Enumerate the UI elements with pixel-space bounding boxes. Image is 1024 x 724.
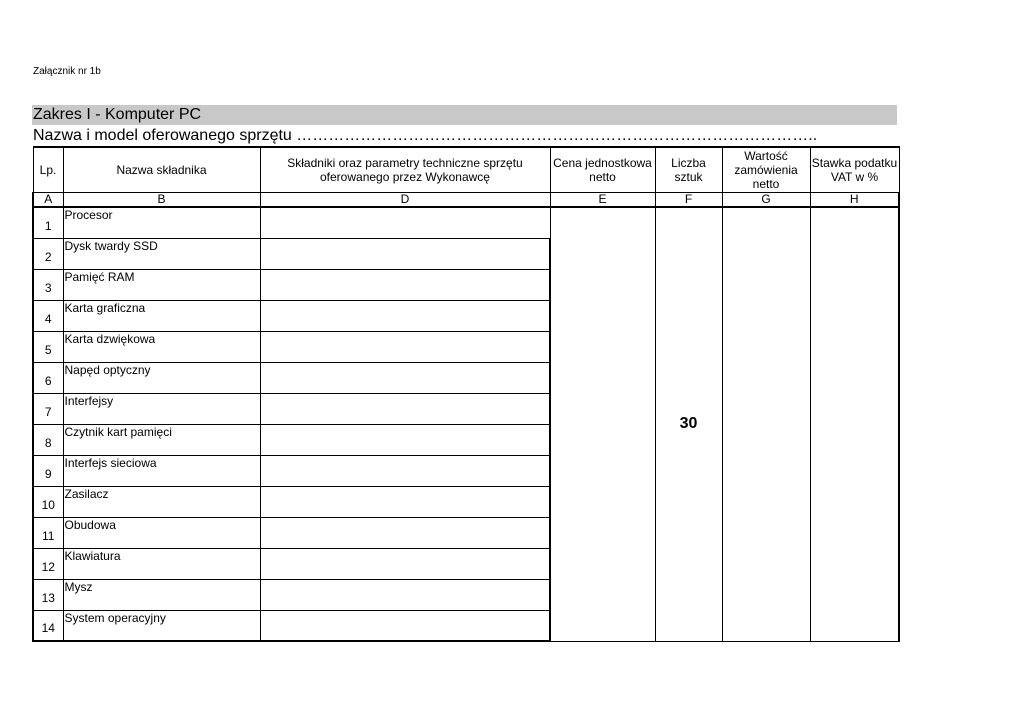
params-cell[interactable]	[260, 393, 550, 424]
params-cell[interactable]	[260, 362, 550, 393]
header-unit-price: Cena jednostkowa netto	[550, 147, 655, 192]
params-cell[interactable]	[260, 517, 550, 548]
params-cell[interactable]	[260, 579, 550, 610]
params-cell[interactable]	[260, 548, 550, 579]
params-cell[interactable]	[260, 486, 550, 517]
order-value-cell[interactable]	[722, 207, 810, 641]
table-row	[33, 207, 899, 238]
header-name: Nazwa składnika	[63, 147, 260, 192]
params-cell[interactable]	[260, 424, 550, 455]
row-number: 11	[33, 517, 63, 548]
component-name: Napęd optyczny	[63, 362, 260, 393]
row-number: 8	[33, 424, 63, 455]
component-name: Dysk twardy SSD	[63, 238, 260, 269]
column-letter-row	[33, 192, 899, 207]
vat-rate-cell[interactable]	[810, 207, 899, 641]
params-cell[interactable]	[260, 331, 550, 362]
params-cell[interactable]	[260, 207, 550, 238]
row-number: 9	[33, 455, 63, 486]
component-name: Czytnik kart pamięci	[63, 424, 260, 455]
column-letter: G	[722, 192, 810, 207]
header-params: Składniki oraz parametry techniczne sprzętu oferowanego przez Wykonawcę	[260, 147, 550, 192]
column-letter: F	[655, 192, 722, 207]
row-number: 10	[33, 486, 63, 517]
row-number: 13	[33, 579, 63, 610]
params-cell[interactable]	[260, 269, 550, 300]
component-name: Interfejs sieciowa	[63, 455, 260, 486]
params-cell[interactable]	[260, 610, 550, 641]
component-name: Pamięć RAM	[63, 269, 260, 300]
component-name: Mysz	[63, 579, 260, 610]
component-name: Obudowa	[63, 517, 260, 548]
header-row	[33, 147, 899, 192]
row-number: 6	[33, 362, 63, 393]
row-number: 4	[33, 300, 63, 331]
header-quantity: Liczba sztuk	[655, 147, 722, 192]
component-name: Klawiatura	[63, 548, 260, 579]
row-number: 1	[33, 207, 63, 238]
row-number: 14	[33, 610, 63, 641]
params-cell[interactable]	[260, 238, 550, 269]
table-body	[33, 207, 899, 641]
quantity-cell: 30	[655, 207, 722, 641]
row-number: 2	[33, 238, 63, 269]
header-vat-rate: Stawka podatku VAT w %	[810, 147, 899, 192]
section-title: Zakres I - Komputer PC	[32, 105, 897, 125]
params-cell[interactable]	[260, 455, 550, 486]
component-name: Procesor	[63, 207, 260, 238]
header-lp: Lp.	[33, 147, 63, 192]
component-name: Interfejsy	[63, 393, 260, 424]
model-name-line: Nazwa i model oferowanego sprzętu ……………………………………………………………………………………..	[33, 127, 818, 144]
component-name: Karta graficzna	[63, 300, 260, 331]
column-letter: B	[63, 192, 260, 207]
header-order-value: Wartość zamówienia netto	[722, 147, 810, 192]
column-letter: D	[260, 192, 550, 207]
column-letter: A	[33, 192, 63, 207]
params-cell[interactable]	[260, 300, 550, 331]
row-number: 3	[33, 269, 63, 300]
component-name: Zasilacz	[63, 486, 260, 517]
column-letter: H	[810, 192, 899, 207]
row-number: 7	[33, 393, 63, 424]
offer-table	[32, 146, 900, 642]
component-name: System operacyjny	[63, 610, 260, 641]
row-number: 5	[33, 331, 63, 362]
row-number: 12	[33, 548, 63, 579]
component-name: Karta dzwiękowa	[63, 331, 260, 362]
column-letter: E	[550, 192, 655, 207]
unit-price-cell[interactable]	[550, 207, 655, 641]
attachment-label: Załącznik nr 1b	[33, 66, 101, 77]
